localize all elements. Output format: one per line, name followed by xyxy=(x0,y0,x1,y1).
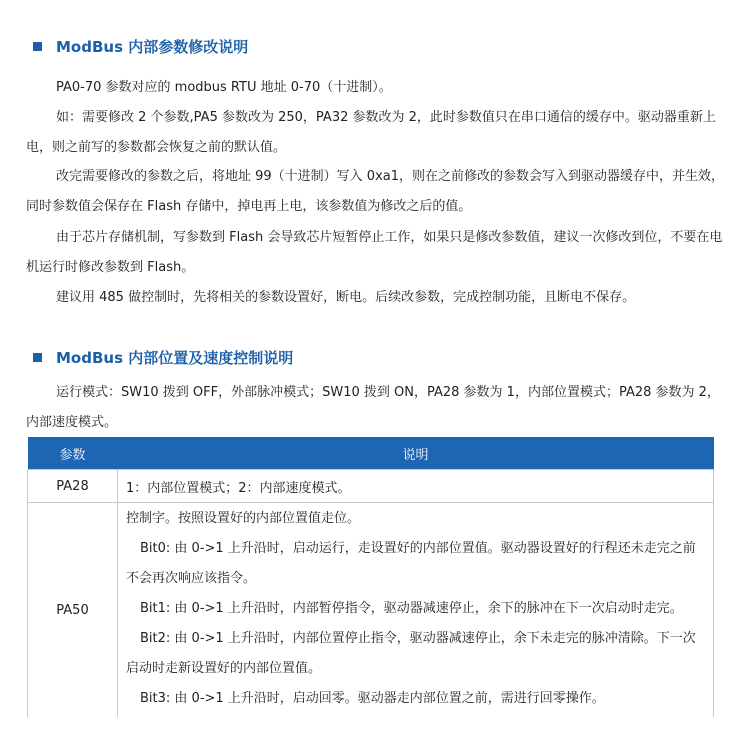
param-cell: PA28 xyxy=(28,470,118,503)
description-line: 控制字。按照设置好的内部位置值走位。 xyxy=(126,511,361,526)
table-row xyxy=(28,503,714,718)
description-line: Bit0: 由 0->1 上升沿时，启动运行，走设置好的内部位置值。驱动器设置好的行程还未走完之前不会再次响应该指令。 xyxy=(126,541,696,586)
description-line: Bit2: 由 0->1 上升沿时，内部位置停止指令，驱动器减速停止，余下未走完的脉冲清除。下一次启动时走新设置好的内部位置值。 xyxy=(126,631,696,676)
description-cell xyxy=(118,503,714,718)
table-header-row xyxy=(28,437,714,470)
paragraph: PA0-70 参数对应的 modbus RTU 地址 0-70（十进制）。 xyxy=(56,80,392,95)
parameter-table xyxy=(27,437,714,717)
paragraph: 改完需要修改的参数之后，将地址 99（十进制）写入 0xa1，则在之前修改的参数会写入到驱动器缓存中，并生效，同时参数值会保存在 Flash 存储中，掉电再上电，该参数值为修改之后的值。 xyxy=(26,169,725,214)
square-bullet-icon xyxy=(33,42,42,51)
description-cell: 1：内部位置模式；2：内部速度模式。 xyxy=(118,470,714,503)
header-param: 参数 xyxy=(28,437,118,470)
paragraph: 如：需要修改 2 个参数,PA5 参数改为 250，PA32 参数改为 2，此时参数值只在串口通信的缓存中。驱动器重新上电，则之前写的参数都会恢复之前的默认值。 xyxy=(26,110,716,155)
section-title: ModBus 内部参数修改说明 xyxy=(56,37,249,56)
header-description: 说明 xyxy=(118,437,714,470)
section-heading-modbus-params xyxy=(33,34,248,58)
paragraph: 运行模式：SW10 拨到 OFF，外部脉冲模式；SW10 拨到 ON，PA28 参数为 1，内部位置模式；PA28 参数为 2，内部速度模式。 xyxy=(26,385,720,430)
section-heading-modbus-control xyxy=(33,345,293,369)
section-title: ModBus 内部位置及速度控制说明 xyxy=(56,348,294,367)
paragraph: 建议用 485 做控制时，先将相关的参数设置好，断电。后续改参数，完成控制功能，且断电不保存。 xyxy=(56,290,636,305)
description-line: Bit1: 由 0->1 上升沿时，内部暂停指令，驱动器减速停止，余下的脉冲在下一次启动时走完。 xyxy=(140,601,683,616)
param-cell: PA50 xyxy=(28,503,118,718)
paragraph: 由于芯片存储机制，写参数到 Flash 会导致芯片短暂停止工作，如果只是修改参数值，建议一次修改到位，不要在电机运行时修改参数到 Flash。 xyxy=(26,230,723,275)
square-bullet-icon xyxy=(33,353,42,362)
description-line: Bit3: 由 0->1 上升沿时，启动回零。驱动器走内部位置之前，需进行回零操作。 xyxy=(140,691,605,706)
table-row xyxy=(28,470,714,503)
